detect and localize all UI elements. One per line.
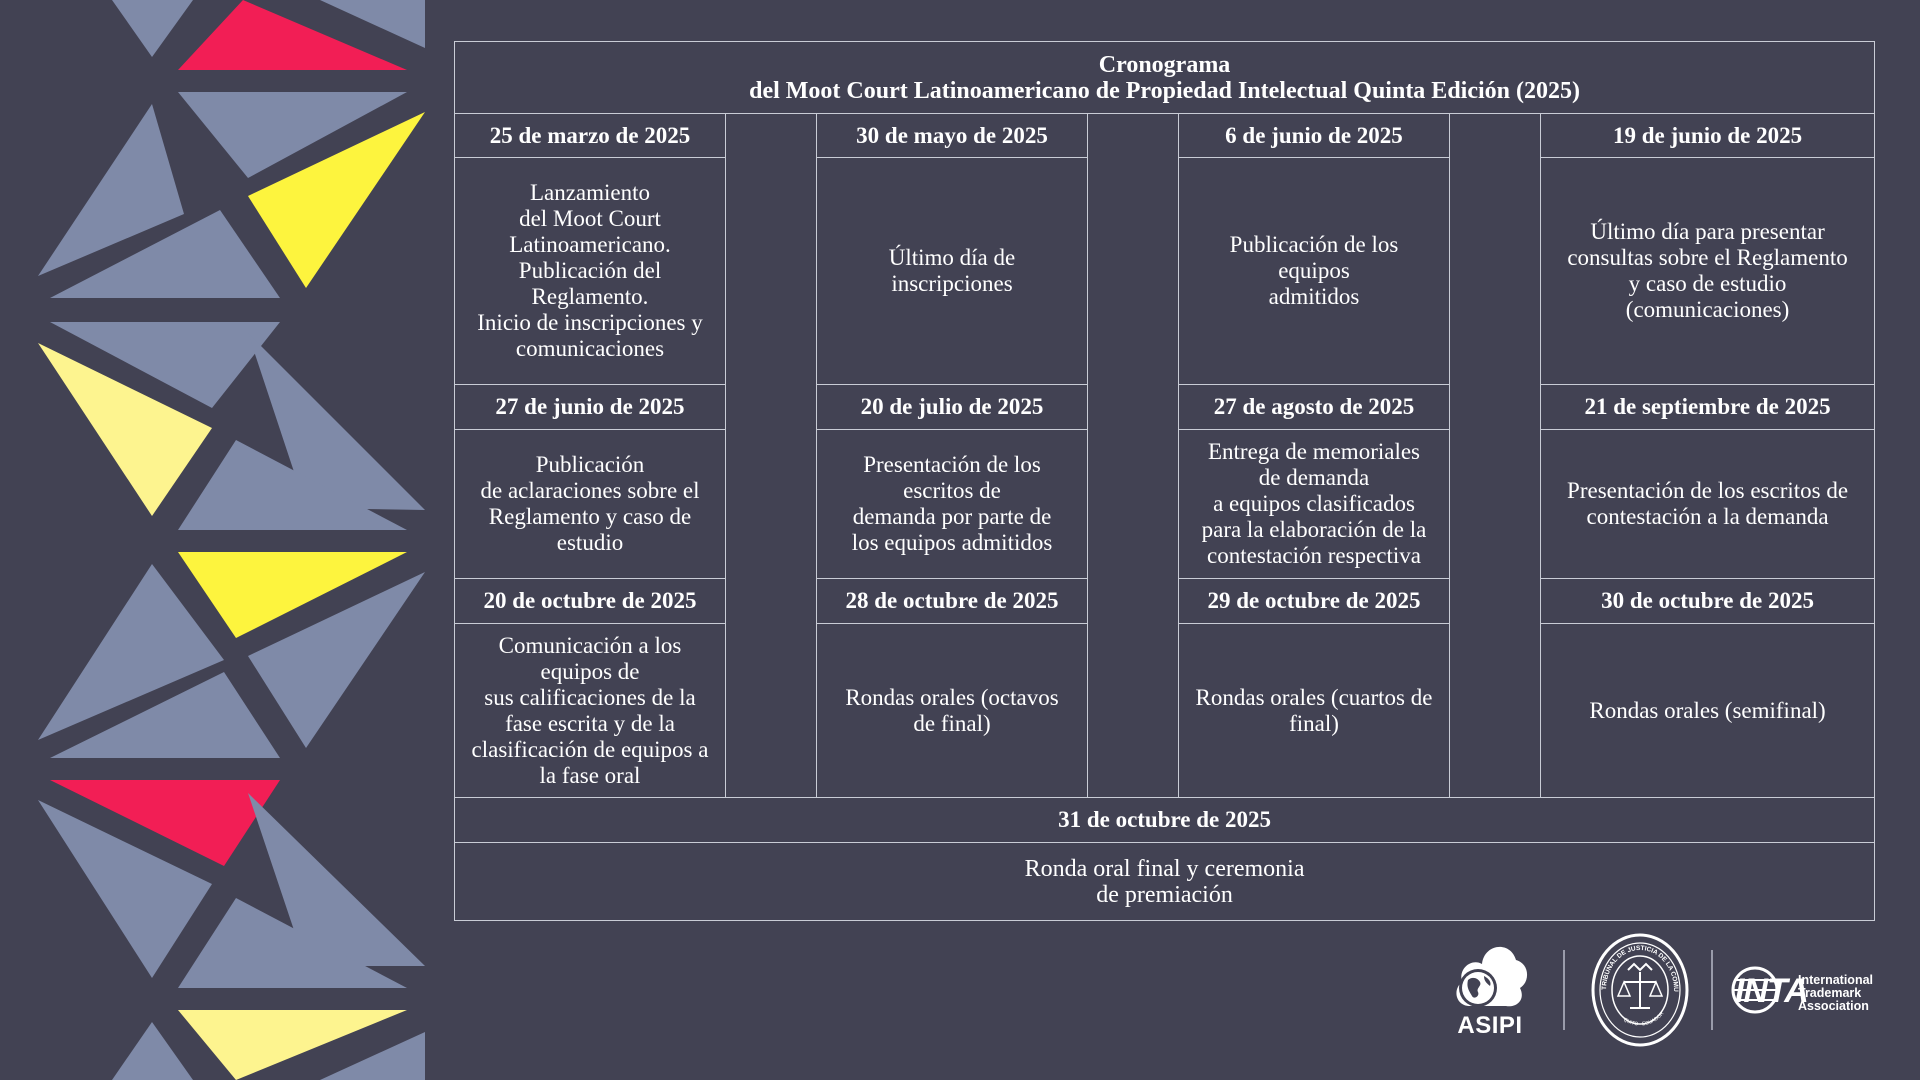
event-date: 28 de octubre de 2025 [817,579,1088,624]
column-gap [1450,114,1541,798]
final-event-date: 31 de octubre de 2025 [455,798,1875,843]
event-date: 20 de octubre de 2025 [455,579,726,624]
event-date: 30 de mayo de 2025 [817,114,1088,158]
decorative-triangle [320,1032,425,1080]
event-description: Publicación de aclaraciones sobre el Reglamento y caso de estudio [455,430,726,579]
event-date: 30 de octubre de 2025 [1541,579,1875,624]
title-line-1: Cronograma [1098,51,1231,78]
column-gap [726,114,817,798]
schedule-table [454,41,1875,921]
seal-arc-text: TRIBUNAL DE JUSTICIA DE LA COMU [1600,944,1680,992]
event-date: 6 de junio de 2025 [1179,114,1450,158]
decorative-triangle [112,1022,193,1080]
event-description: Lanzamiento del Moot Court Latinoamericano. Publicación del Reglamento. Inicio de inscripciones y comunicaciones [455,158,726,385]
event-description: Rondas orales (octavos de final) [817,624,1088,798]
event-description: Rondas orales (cuartos de final) [1179,624,1450,798]
column-gap [1088,114,1179,798]
inta-full-name: International Trademark Association [1798,973,1874,1013]
event-date: 27 de agosto de 2025 [1179,385,1450,430]
asipi-wordmark: ASIPI [1457,1012,1523,1039]
seal-location-text: QUITO · ECUADOR [1622,1010,1666,1028]
event-date: 19 de junio de 2025 [1541,114,1875,158]
title-line-2: del Moot Court Latinoamericano de Propiedad Intelectual Quinta Edición (2025) [749,77,1580,104]
event-description: Último día de inscripciones [817,158,1088,385]
event-date: 25 de marzo de 2025 [455,114,726,158]
event-description: Último día para presentar consultas sobre el Reglamento y caso de estudio (comunicaciones) [1541,158,1875,385]
event-description: Presentación de los escritos de demanda por parte de los equipos admitidos [817,430,1088,579]
event-description: Comunicación a los equipos de sus calificaciones de la fase escrita y de la clasificación de equipos a la fase oral [455,624,726,798]
event-date: 21 de septiembre de 2025 [1541,385,1875,430]
event-date: 27 de junio de 2025 [455,385,726,430]
schedule-title [455,42,1875,114]
event-description: Presentación de los escritos de contestación a la demanda [1541,430,1875,579]
event-description: Rondas orales (semifinal) [1541,624,1875,798]
decorative-triangle [112,0,193,57]
event-description: Entrega de memoriales de demanda a equipos clasificados para la elaboración de la contestación respectiva [1179,430,1450,579]
sponsor-logos [1450,930,1890,1050]
event-date: 20 de julio de 2025 [817,385,1088,430]
event-date: 29 de octubre de 2025 [1179,579,1450,624]
inta-logo [1450,930,1890,1050]
event-description: Publicación de los equipos admitidos [1179,158,1450,385]
inta-wordmark: INTA [1735,972,1808,1010]
final-event-description: Ronda oral final y ceremonia de premiación [455,843,1875,921]
decorative-triangle-pattern [0,0,430,1080]
